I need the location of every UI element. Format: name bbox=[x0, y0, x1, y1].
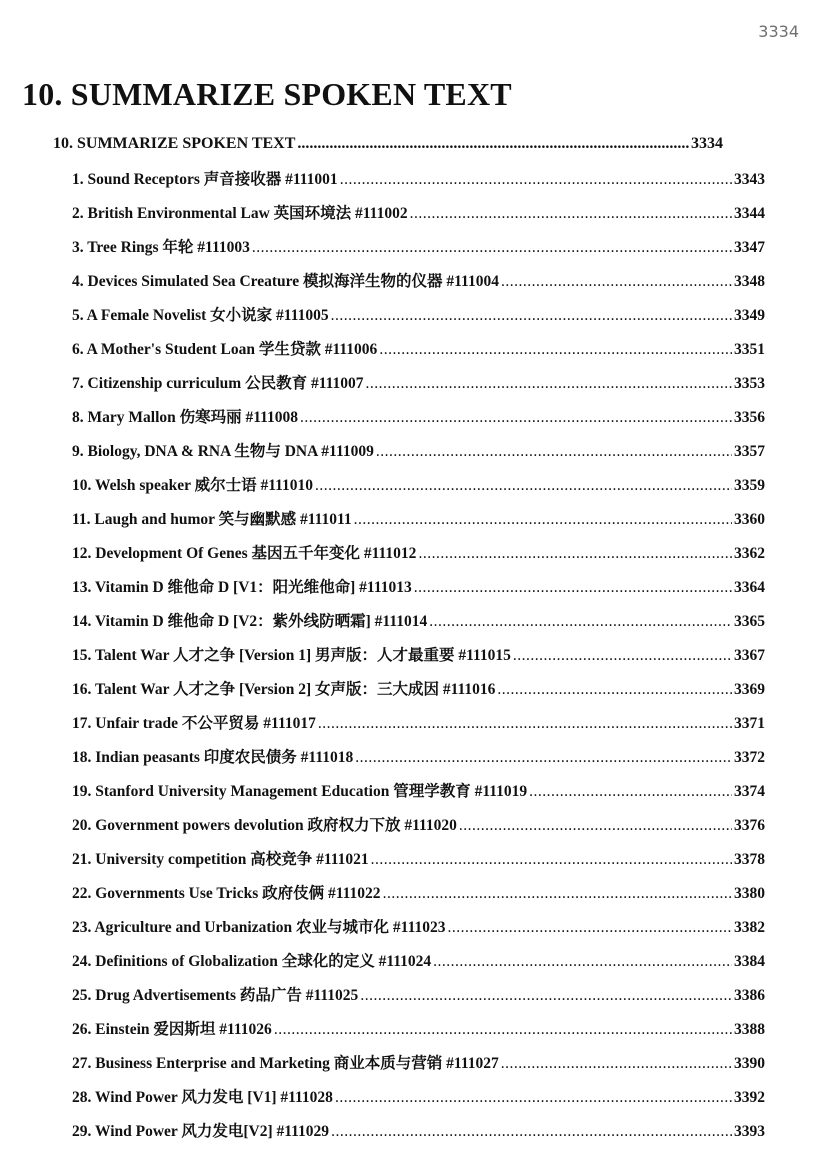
dot-leader bbox=[529, 778, 732, 806]
toc-entry-label: 15. Talent War 人才之争 [Version 1] 男声版：人才最重要 #111015 bbox=[72, 647, 511, 664]
toc-entry[interactable] bbox=[72, 1084, 765, 1118]
toc-entry[interactable] bbox=[72, 200, 765, 234]
toc-entry-label: 7. Citizenship curriculum 公民教育 #111007 bbox=[72, 375, 364, 392]
toc-entry-page: 3362 bbox=[734, 545, 765, 562]
dot-leader bbox=[433, 948, 732, 976]
toc-entry[interactable] bbox=[72, 982, 765, 1016]
toc-entry-page: 3369 bbox=[734, 681, 765, 698]
toc-entry-label: 11. Laugh and humor 笑与幽默感 #111011 bbox=[72, 511, 352, 528]
toc-entry-label: 26. Einstein 爱因斯坦 #111026 bbox=[72, 1021, 272, 1038]
dot-leader bbox=[297, 135, 689, 153]
toc-entry-page: 3353 bbox=[734, 375, 765, 392]
toc-entry[interactable] bbox=[72, 710, 765, 744]
toc-entry-label: 23. Agriculture and Urbanization 农业与城市化 #111023 bbox=[72, 919, 446, 936]
toc-entry-label: 13. Vitamin D 维他命 D [V1：阳光维他命] #111013 bbox=[72, 579, 412, 596]
toc-entry[interactable] bbox=[72, 1050, 765, 1084]
toc-entry[interactable] bbox=[72, 540, 765, 574]
dot-leader bbox=[340, 166, 732, 194]
toc-entry[interactable] bbox=[72, 370, 765, 404]
toc-entry-page: 3378 bbox=[734, 851, 765, 868]
toc-entry-page: 3347 bbox=[734, 239, 765, 256]
toc-entry-label: 27. Business Enterprise and Marketing 商业本质与营销 #111027 bbox=[72, 1055, 499, 1072]
toc-entry-label: 12. Development Of Genes 基因五千年变化 #111012 bbox=[72, 545, 417, 562]
toc-entry-label: 20. Government powers devolution 政府权力下放 #111020 bbox=[72, 817, 457, 834]
toc-entry[interactable] bbox=[72, 676, 765, 710]
toc-entry-page: 3380 bbox=[734, 885, 765, 902]
toc-entry-label: 22. Governments Use Tricks 政府伎俩 #111022 bbox=[72, 885, 381, 902]
toc-entry[interactable] bbox=[72, 268, 765, 302]
dot-leader bbox=[315, 472, 732, 500]
toc-entry-page: 3359 bbox=[734, 477, 765, 494]
toc-entry-label: 17. Unfair trade 不公平贸易 #111017 bbox=[72, 715, 316, 732]
dot-leader bbox=[331, 1118, 732, 1146]
toc-entry-page: 3349 bbox=[734, 307, 765, 324]
table-of-contents bbox=[72, 166, 765, 1152]
dot-leader bbox=[459, 812, 732, 840]
toc-entry[interactable] bbox=[72, 166, 765, 200]
toc-entry-label: 4. Devices Simulated Sea Creature 模拟海洋生物的仪器 #111004 bbox=[72, 273, 499, 290]
toc-entry[interactable] bbox=[72, 812, 765, 846]
toc-entry[interactable] bbox=[72, 778, 765, 812]
toc-entry[interactable] bbox=[72, 472, 765, 506]
dot-leader bbox=[371, 846, 732, 874]
dot-leader bbox=[274, 1016, 732, 1044]
toc-entry[interactable] bbox=[72, 1016, 765, 1050]
toc-entry-label: 3. Tree Rings 年轮 #111003 bbox=[72, 239, 250, 256]
toc-entry-page: 3365 bbox=[734, 613, 765, 630]
toc-entry-page: 3392 bbox=[734, 1089, 765, 1106]
dot-leader bbox=[501, 1050, 732, 1078]
toc-entry-page: 3360 bbox=[734, 511, 765, 528]
toc-entry-label: 5. A Female Novelist 女小说家 #111005 bbox=[72, 307, 329, 324]
toc-entry-page: 3344 bbox=[734, 205, 765, 222]
toc-entry-label: 1. Sound Receptors 声音接收器 #111001 bbox=[72, 171, 338, 188]
toc-entry-label: 19. Stanford University Management Education 管理学教育 #111019 bbox=[72, 783, 528, 800]
chapter-title: 10. SUMMARIZE SPOKEN TEXT bbox=[22, 76, 512, 112]
toc-entry-page: 3376 bbox=[734, 817, 765, 834]
toc-entry[interactable] bbox=[72, 914, 765, 948]
toc-entry-page: 3390 bbox=[734, 1055, 765, 1072]
toc-entry[interactable] bbox=[72, 404, 765, 438]
dot-leader bbox=[318, 710, 732, 738]
toc-entry-page: 3386 bbox=[734, 987, 765, 1004]
toc-entry-label: 24. Definitions of Globalization 全球化的定义 #111024 bbox=[72, 953, 432, 970]
toc-entry[interactable] bbox=[72, 608, 765, 642]
toc-entry-label: 9. Biology, DNA & RNA 生物与 DNA #111009 bbox=[72, 443, 374, 460]
toc-entry-page: 3382 bbox=[734, 919, 765, 936]
toc-entry[interactable] bbox=[72, 1118, 765, 1152]
dot-leader bbox=[429, 608, 732, 636]
dot-leader bbox=[335, 1084, 732, 1112]
dot-leader bbox=[497, 676, 732, 704]
toc-entry[interactable] bbox=[72, 506, 765, 540]
toc-heading-label: 10. SUMMARIZE SPOKEN TEXT bbox=[53, 135, 296, 152]
dot-leader bbox=[410, 200, 732, 228]
toc-entry-page: 3388 bbox=[734, 1021, 765, 1038]
dot-leader bbox=[513, 642, 732, 670]
dot-leader bbox=[366, 370, 733, 398]
toc-entry-label: 18. Indian peasants 印度农民债务 #111018 bbox=[72, 749, 354, 766]
toc-entry[interactable] bbox=[72, 880, 765, 914]
toc-entry[interactable] bbox=[72, 642, 765, 676]
toc-entry-page: 3343 bbox=[734, 171, 765, 188]
toc-entry-page: 3348 bbox=[734, 273, 765, 290]
dot-leader bbox=[300, 404, 732, 432]
toc-entry-page: 3356 bbox=[734, 409, 765, 426]
toc-entry[interactable] bbox=[72, 234, 765, 268]
toc-entry[interactable] bbox=[72, 846, 765, 880]
toc-entry-label: 2. British Environmental Law 英国环境法 #111002 bbox=[72, 205, 408, 222]
dot-leader bbox=[252, 234, 732, 262]
dot-leader bbox=[355, 744, 732, 772]
toc-entry-label: 6. A Mother's Student Loan 学生贷款 #111006 bbox=[72, 341, 378, 358]
toc-entry-page: 3367 bbox=[734, 647, 765, 664]
toc-entry[interactable] bbox=[72, 744, 765, 778]
dot-leader bbox=[501, 268, 732, 296]
toc-entry-page: 3374 bbox=[734, 783, 765, 800]
dot-leader bbox=[414, 574, 732, 602]
dot-leader bbox=[376, 438, 732, 466]
toc-entry-page: 3393 bbox=[734, 1123, 765, 1140]
dot-leader bbox=[418, 540, 732, 568]
toc-heading-entry[interactable] bbox=[53, 135, 723, 153]
toc-entry[interactable] bbox=[72, 302, 765, 336]
dot-leader bbox=[383, 880, 732, 908]
toc-entry-page: 3351 bbox=[734, 341, 765, 358]
page-number: 3334 bbox=[758, 22, 799, 41]
toc-entry[interactable] bbox=[72, 336, 765, 370]
toc-entry-label: 14. Vitamin D 维他命 D [V2：紫外线防晒霜] #111014 bbox=[72, 613, 428, 630]
toc-entry-label: 25. Drug Advertisements 药品广告 #111025 bbox=[72, 987, 359, 1004]
toc-entry-label: 29. Wind Power 风力发电[V2] #111029 bbox=[72, 1123, 330, 1140]
toc-entry-label: 28. Wind Power 风力发电 [V1] #111028 bbox=[72, 1089, 333, 1106]
dot-leader bbox=[331, 302, 732, 330]
toc-entry-page: 3364 bbox=[734, 579, 765, 596]
toc-entry-page: 3372 bbox=[734, 749, 765, 766]
dot-leader bbox=[360, 982, 732, 1010]
toc-entry-page: 3371 bbox=[734, 715, 765, 732]
toc-entry[interactable] bbox=[72, 438, 765, 472]
toc-entry-label: 16. Talent War 人才之争 [Version 2] 女声版：三大成因 #111016 bbox=[72, 681, 496, 698]
toc-entry-page: 3384 bbox=[734, 953, 765, 970]
dot-leader bbox=[379, 336, 732, 364]
dot-leader bbox=[354, 506, 732, 534]
toc-entry-page: 3357 bbox=[734, 443, 765, 460]
dot-leader bbox=[447, 914, 732, 942]
toc-entry[interactable] bbox=[72, 574, 765, 608]
toc-entry[interactable] bbox=[72, 948, 765, 982]
toc-entry-label: 8. Mary Mallon 伤寒玛丽 #111008 bbox=[72, 409, 299, 426]
toc-heading-page: 3334 bbox=[691, 135, 723, 152]
toc-entry-label: 10. Welsh speaker 威尔士语 #111010 bbox=[72, 477, 313, 494]
toc-entry-label: 21. University competition 高校竞争 #111021 bbox=[72, 851, 369, 868]
